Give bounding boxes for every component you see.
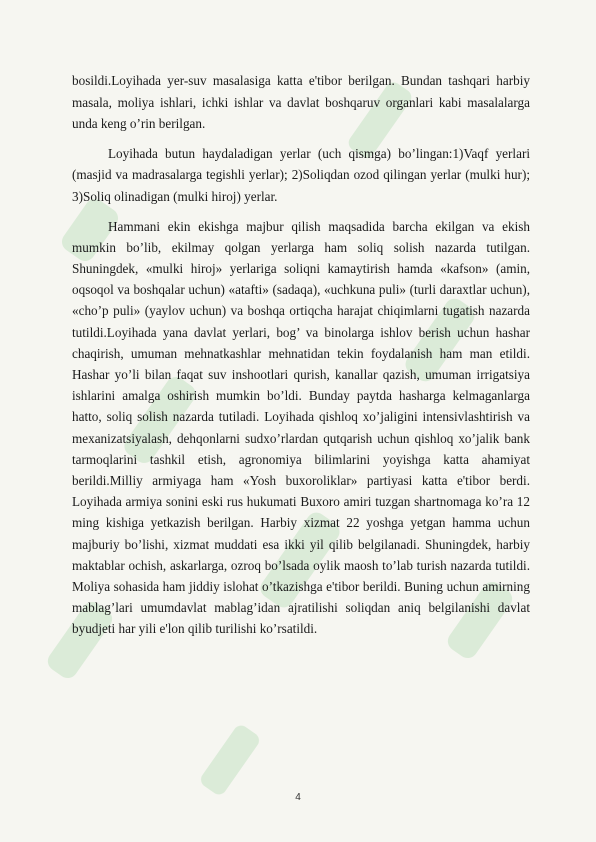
page-number: 4: [295, 792, 301, 803]
paragraph-1: bosildi.Loyihada yer-suv masalasiga katta e'tibor berilgan. Bundan tashqari harbiy masala, moliya ishlari, ichki ishlar va davlat boshqaruv organlari kabi masalalarga unda keng o’rin berilgan.: [72, 73, 530, 132]
paragraph-2: Loyihada butun haydaladigan yerlar (uch qismga) bo’lingan:1)Vaqf yerlari (masjid va madrasalarga tegishli yerlar); 2)Soliqdan ozod qilingan yerlar (mulki hur); 3)Soliq olinadigan (mulki hiroj) yerlar.: [72, 145, 530, 204]
document-body: [72, 70, 530, 648]
paragraph-3: Hammani ekin ekishga majbur qilish maqsadida barcha ekilgan va ekish mumkin bo’lib, ekilmay qolgan yerlarga ham soliq solish nazarda tutilgan. Shuningdek, «mulki hiroj» yerlariga soliqni kamaytirish hamda «kafson» (amin, oqsoqol va boshqalar uchun) «atafti» (sadaqa), «uchkuna puli» (turli daraxtlar uchun), «cho’p puli» (yaylov uchun) va boshqa ortiqcha harajat chiqimlarni tugatish nazarda tutildi.Loyihada yana davlat yerlari, bog’ va binolarga ishlov berish uchun hashar chaqirish, umuman mehnatkashlar mehnatidan tekin foydalanish ham man etildi. Hashar yo’li bilan faqat suv inshootlari qurish, kanallar qazish, umuman irrigatsiya ishlarini amalga oshirish mumkin bo’ldi. Bunday paytda hasharga kelmaganlarga hatto, soliq solish nazarda tutiladi. Loyihada qishloq xo’jaligini intensivlashtirish va mexanizatsiyalash, dehqonlarni sudxo’rlardan qutqarish uchun qishloq xo’jalik bank tarmoqlarini tashkil etish, agronomiya bilimlarini yoyishga katta ahamiyat berildi.Milliy armiyaga ham «Yosh buxoroliklar» partiyasi katta e'tibor berdi. Loyihada armiya sonini eski rus hukumati Buxoro amiri tuzgan shartnomaga ko’ra 12 ming kishiga yetkazish berilgan. Harbiy xizmat 22 yoshga yetgan hamma uchun majburiy bo’lishi, xizmat muddati esa ikki yil qilib belgilanadi. Shuningdek, harbiy maktablar ochish, askarlarga, ozroq bo’lsada oylik maosh to’lab turish nazarda tutildi. Moliya sohasida ham jiddiy islohat o’tkazishga e'tibor berildi. Buning uchun amirning mablag’lari umumdavlat mablag’idan ajratilishi soliqdan aniq belgilanishi davlat byudjeti har yili e'lon qilib turilishi ko’rsatildi.: [72, 218, 530, 637]
